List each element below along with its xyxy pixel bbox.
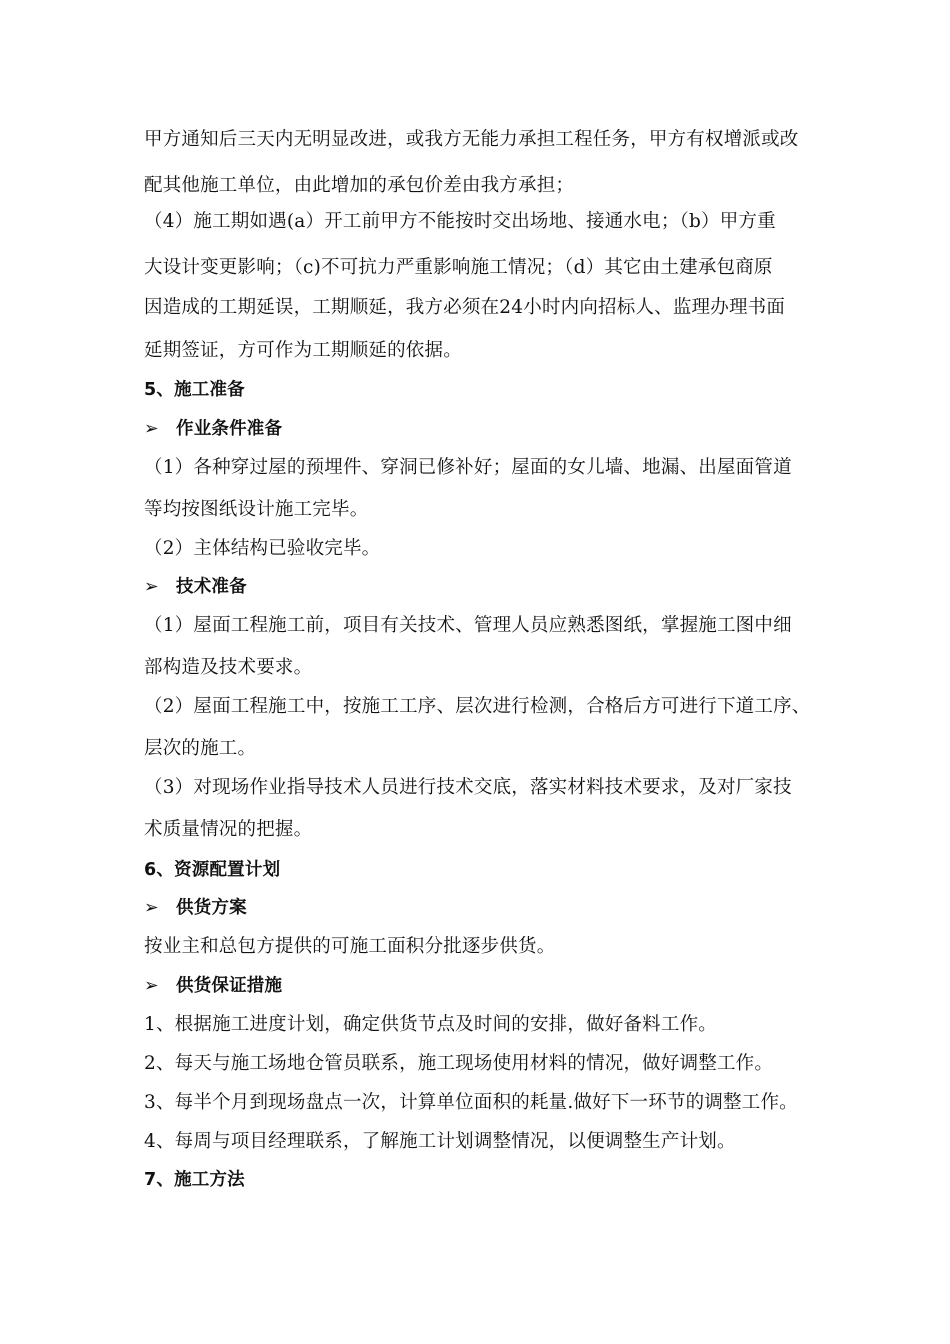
paragraph-line: 延期签证，方可作为工期顺延的依据。 <box>144 340 462 361</box>
paragraph-line: （1）屋面工程施工前，项目有关技术、管理人员应熟悉图纸，掌握施工图中细 <box>144 615 792 636</box>
arrow-bullet-icon: ➢ <box>144 976 159 996</box>
bullet-heading <box>144 973 814 999</box>
paragraph-line: 配其他施工单位，由此增加的承包价差由我方承担； <box>144 175 575 196</box>
paragraph-line: （2）主体结构已验收完毕。 <box>144 538 381 559</box>
section-heading: 7、施工方法 <box>144 1170 245 1190</box>
paragraph-line: 层次的施工。 <box>144 738 257 759</box>
list-item: 1、根据施工进度计划，确定供货节点及时间的安排，做好备料工作。 <box>144 1014 717 1035</box>
paragraph-line: 甲方通知后三天内无明显改进，或我方无能力承担工程任务，甲方有权增派或改 <box>144 129 799 150</box>
bullet-heading-label: 供货保证措施 <box>176 976 283 996</box>
list-item: 2、每天与施工场地仓管员联系，施工现场使用材料的情况，做好调整工作。 <box>144 1053 774 1074</box>
section-heading: 6、资源配置计划 <box>144 860 281 880</box>
arrow-bullet-icon: ➢ <box>144 898 159 918</box>
paragraph-line: （1）各种穿过屋的预埋件、穿洞已修补好；屋面的女儿墙、地漏、出屋面管道 <box>144 457 792 478</box>
bullet-heading <box>144 895 814 921</box>
paragraph-line: 因造成的工期延误，工期顺延，我方必须在24小时内向招标人、监理办理书面 <box>144 297 786 318</box>
section-heading: 5、施工准备 <box>144 380 245 400</box>
arrow-bullet-icon: ➢ <box>144 419 159 439</box>
paragraph-line: 等均按图纸设计施工完毕。 <box>144 499 369 520</box>
bullet-heading-label: 作业条件准备 <box>176 419 283 439</box>
paragraph-line: （3）对现场作业指导技术人员进行技术交底，落实材料技术要求，及对厂家技 <box>144 777 792 798</box>
bullet-heading-label: 供货方案 <box>176 898 247 918</box>
arrow-bullet-icon: ➢ <box>144 577 159 597</box>
list-item: 4、每周与项目经理联系，了解施工计划调整情况，以便调整生产计划。 <box>144 1131 736 1152</box>
paragraph-line: 术质量情况的把握。 <box>144 819 313 840</box>
paragraph-line: 大设计变更影响；（c)不可抗力严重影响施工情况；（d）其它由土建承包商原 <box>144 257 773 278</box>
bullet-heading-label: 技术准备 <box>176 577 247 597</box>
paragraph-line: 部构造及技术要求。 <box>144 657 313 678</box>
paragraph-line: 按业主和总包方提供的可施工面积分批逐步供货。 <box>144 936 556 957</box>
bullet-heading <box>144 416 814 442</box>
list-item: 3、每半个月到现场盘点一次，计算单位面积的耗量.做好下一环节的调整工作。 <box>144 1092 798 1113</box>
paragraph-line: （2）屋面工程施工中，按施工工序、层次进行检测，合格后方可进行下道工序、 <box>144 696 811 717</box>
bullet-heading <box>144 574 814 600</box>
paragraph-line: （4）施工期如遇(a）开工前甲方不能按时交出场地、接通水电；（b）甲方重 <box>144 211 776 232</box>
